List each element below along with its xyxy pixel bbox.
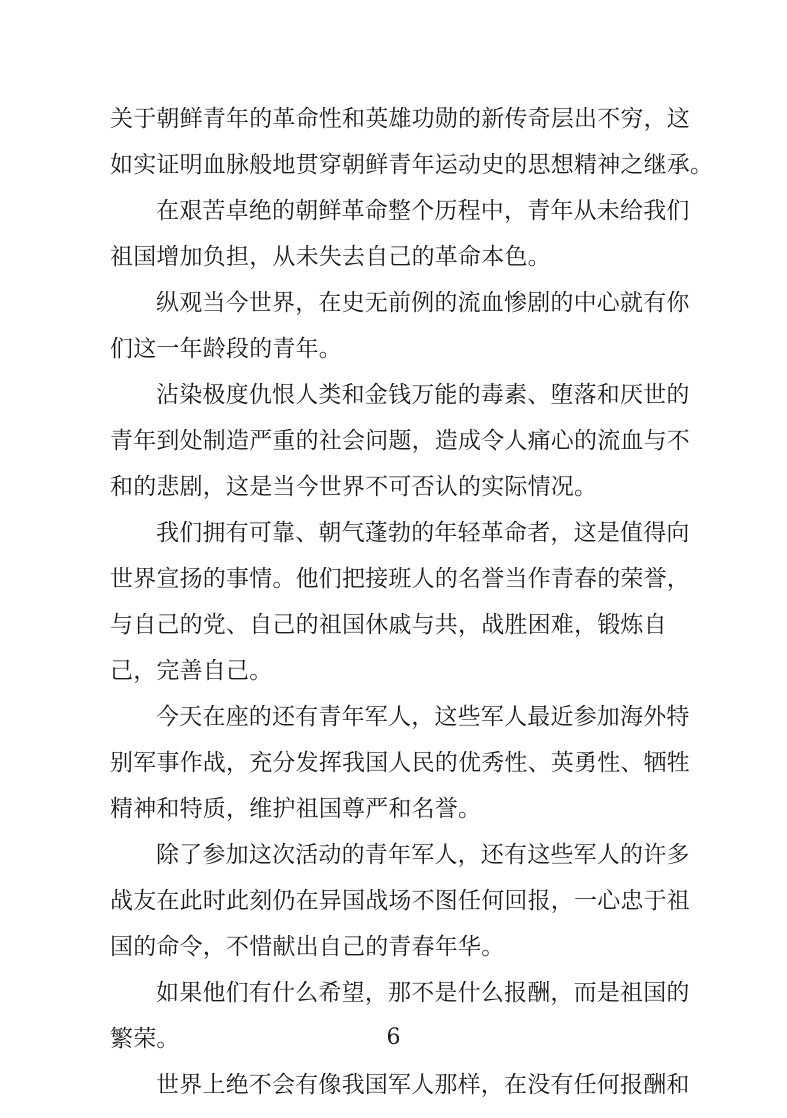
text-line: 别军事作战，充分发挥我国人民的优秀性、英勇性、牺牲 (110, 750, 690, 776)
page-number: 6 (386, 1025, 401, 1050)
text-line: 们这一年龄段的青年。 (110, 336, 342, 362)
paragraph-start-line: 我们拥有可靠、朝气蓬勃的年轻革命者，这是值得向 (156, 520, 690, 546)
text-line: 国的命令，不惜献出自己的青春年华。 (110, 934, 505, 960)
paragraph-start-line: 在艰苦卓绝的朝鲜革命整个历程中，青年从未给我们 (156, 198, 690, 224)
text-line: 祖国增加负担，从未失去自己的革命本色。 (110, 244, 551, 270)
text-line: 战友在此时此刻仍在异国战场不图任何回报，一心忠于祖 (110, 888, 690, 914)
text-line: 关于朝鲜青年的革命性和英雄功勋的新传奇层出不穷，这 (110, 106, 690, 132)
text-line: 青年到处制造严重的社会问题，造成令人痛心的流血与不 (110, 428, 690, 454)
paragraph-start-line: 纵观当今世界，在史无前例的流血惨剧的中心就有你 (156, 290, 690, 316)
paragraph-start-line: 今天在座的还有青年军人，这些军人最近参加海外特 (156, 704, 690, 730)
body-text (110, 96, 714, 1108)
paragraph-start-line: 世界上绝不会有像我国军人那样，在没有任何报酬和 (156, 1072, 690, 1098)
paragraph-start-line: 除了参加这次活动的青年军人，还有这些军人的许多 (156, 842, 690, 868)
text-line: 精神和特质，维护祖国尊严和名誉。 (110, 796, 482, 822)
text-line: 如实证明血脉般地贯穿朝鲜青年运动史的思想精神之继承。 (110, 152, 714, 178)
text-line: 繁荣。 (110, 1026, 180, 1052)
paragraph-start-line: 如果他们有什么希望，那不是什么报酬，而是祖国的 (156, 980, 690, 1006)
text-line: 己，完善自己。 (110, 658, 273, 684)
text-line: 世界宣扬的事情。他们把接班人的名誉当作青春的荣誉， (110, 566, 690, 592)
text-line: 与自己的党、自己的祖国休戚与共，战胜困难，锻炼自 (110, 612, 667, 638)
paragraph-start-line: 沾染极度仇恨人类和金钱万能的毒素、堕落和厌世的 (156, 382, 690, 408)
text-line: 和的悲剧，这是当今世界不可否认的实际情况。 (110, 474, 598, 500)
